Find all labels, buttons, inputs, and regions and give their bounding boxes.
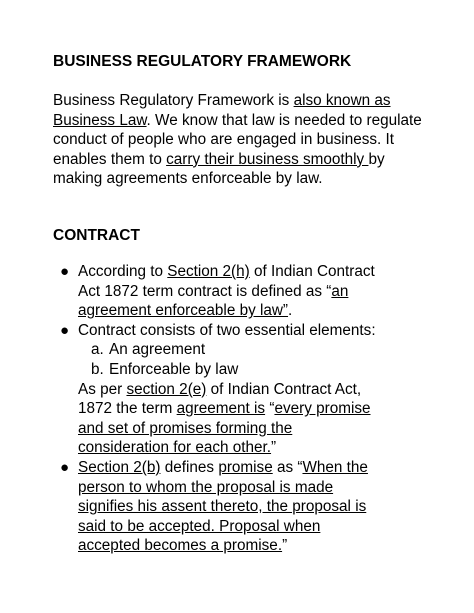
essential-elements-sublist: [78, 340, 378, 379]
sublist-item-text: Enforceable by law: [109, 360, 239, 378]
bullet-2-para-text-1: As per: [78, 380, 127, 398]
bullet-item-contract-definition: [0, 262, 378, 321]
bullet-2-para-underline-3: every promise and set of promises forming the consideration for each other.: [78, 400, 371, 457]
sublist-item: [78, 340, 378, 360]
bullet-2-para-text-3: “: [265, 400, 275, 418]
contract-bullet-list: [0, 262, 378, 556]
bullet-dot-icon: ●: [60, 458, 70, 476]
bullet-1-text-2: of Indian Contract Act 1872 term contract is defined as “: [78, 263, 375, 300]
document-title: BUSINESS REGULATORY FRAMEWORK: [53, 53, 352, 70]
sublist-item-text: An agreement: [109, 341, 206, 359]
bullet-2-para-text-2: of Indian Contract Act, 1872 the term: [78, 380, 362, 418]
bullet-1-underline-1: Section 2(h): [167, 263, 250, 280]
section-heading-contract: CONTRACT: [53, 227, 140, 244]
agreement-definition-paragraph: [78, 380, 378, 458]
bullet-3-underline-1: Section 2(b): [78, 458, 161, 476]
bullet-dot-icon: ●: [60, 321, 70, 339]
intro-text-1: Business Regulatory Framework is: [53, 92, 294, 109]
bullet-3-text-3: ”: [282, 537, 288, 555]
bullet-3-text-2: as “: [272, 458, 303, 476]
bullet-3-text-1: defines: [160, 458, 219, 476]
bullet-1-underline-2: an agreement enforceable by law”: [78, 282, 349, 320]
bullet-2-para-underline-2: agreement is: [176, 400, 266, 418]
bullet-2-para-text-4: ”: [271, 439, 277, 457]
bullet-dot-icon: ●: [60, 263, 70, 280]
bullet-2-text: Contract consists of two essential elements:: [78, 321, 376, 339]
intro-text-2: . We know that law is needed to regulate conduct of people who are engaged in business. It enables them to: [53, 111, 422, 168]
bullet-1-text-1: According to: [78, 263, 168, 280]
sublist-marker: b.: [91, 360, 104, 378]
intro-underline-2: carry their business smoothly: [166, 150, 369, 168]
bullet-item-essential-elements: [0, 321, 378, 458]
bullet-1-text-3: .: [288, 302, 293, 320]
intro-paragraph: [53, 91, 433, 189]
bullet-item-promise-definition: [0, 458, 378, 556]
sublist-item: [78, 360, 378, 380]
intro-underline-1: also known as Business Law: [53, 92, 391, 129]
bullet-3-underline-2: promise: [218, 458, 273, 476]
bullet-3-underline-3: When the person to whom the proposal is made signifies his assent thereto, the proposal is said to be accepted. Proposal when accepted becomes a promise.: [78, 458, 368, 555]
sublist-marker: a.: [91, 341, 104, 359]
bullet-2-para-underline-1: section 2(e): [126, 380, 207, 398]
intro-text-3: by making agreements enforceable by law.: [53, 150, 385, 188]
